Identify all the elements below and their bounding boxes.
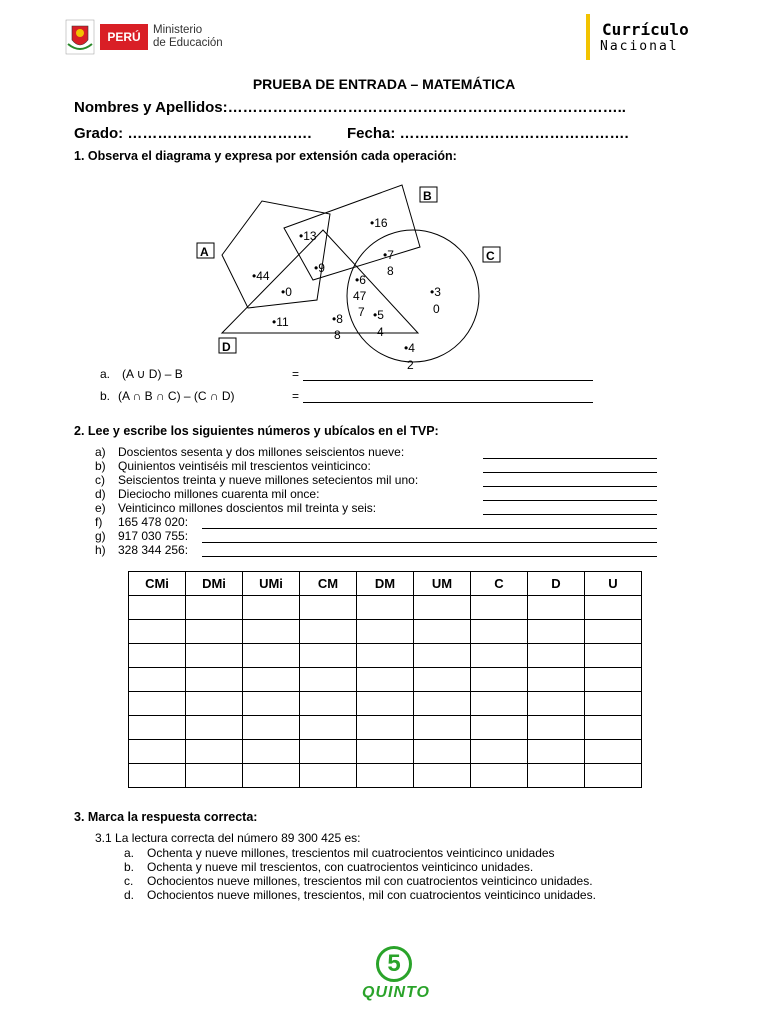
tvp-cell[interactable] [186, 668, 243, 692]
venn-diagram [0, 0, 768, 400]
q2-item-letter: a) [95, 445, 106, 459]
q3-option-a[interactable]: Ochenta y nueve millones, trescientos mil cuatrocientos veinticinco unidades [147, 846, 555, 860]
q2-item-text: Doscientos sesenta y dos millones seiscientos nueve: [118, 445, 405, 459]
q2-item-letter: e) [95, 501, 106, 515]
tvp-cell[interactable] [129, 596, 186, 620]
tvp-cell[interactable] [300, 620, 357, 644]
tvp-cell[interactable] [528, 740, 585, 764]
tvp-row [129, 692, 642, 716]
tvp-header-cell: UMi [243, 572, 300, 596]
tvp-cell[interactable] [243, 764, 300, 788]
tvp-cell[interactable] [129, 692, 186, 716]
q3-option-d[interactable]: Ochocientos nueve millones, trescientos, mil con cuatrocientos veinticinco unidades. [147, 888, 596, 902]
tvp-header-cell: DM [357, 572, 414, 596]
ministry-line-1: Ministerio [153, 24, 203, 36]
tvp-cell[interactable] [300, 740, 357, 764]
tvp-table [128, 571, 642, 788]
element-477-b: 7 [358, 305, 365, 319]
grade-field[interactable]: Grado: ………………………………. [74, 125, 312, 142]
tvp-cell[interactable] [414, 644, 471, 668]
q2-answer-line[interactable] [202, 542, 657, 543]
element-477-a: 47 [353, 289, 367, 303]
curriculo-title: Currículo [602, 20, 689, 39]
tvp-cell[interactable] [585, 644, 642, 668]
tvp-cell[interactable] [528, 764, 585, 788]
q1-op-b-eq: = [292, 389, 300, 403]
q2-item-letter: c) [95, 473, 105, 487]
tvp-cell[interactable] [357, 716, 414, 740]
tvp-cell[interactable] [129, 644, 186, 668]
element-11: •11 [272, 315, 289, 329]
tvp-cell[interactable] [357, 740, 414, 764]
tvp-cell[interactable] [357, 668, 414, 692]
q3-option-letter: c. [124, 874, 134, 888]
q1-op-a-answer-line[interactable] [303, 380, 593, 381]
tvp-cell[interactable] [300, 692, 357, 716]
q1-prompt: 1. Observa el diagrama y expresa por extensión cada operación: [74, 149, 457, 163]
tvp-cell[interactable] [471, 668, 528, 692]
peru-label: PERÚ [100, 24, 148, 50]
tvp-cell[interactable] [186, 692, 243, 716]
q2-item-text: 917 030 755: [118, 529, 189, 543]
tvp-cell[interactable] [243, 716, 300, 740]
tvp-cell[interactable] [414, 692, 471, 716]
q3-option-letter: d. [124, 888, 135, 902]
tvp-cell[interactable] [243, 620, 300, 644]
tvp-row [129, 668, 642, 692]
document-title: PRUEBA DE ENTRADA – MATEMÁTICA [252, 76, 516, 92]
tvp-cell[interactable] [243, 644, 300, 668]
tvp-cell[interactable] [414, 668, 471, 692]
tvp-cell[interactable] [357, 692, 414, 716]
q1-op-b-answer-line[interactable] [303, 402, 593, 403]
tvp-table-wrapper [128, 571, 642, 788]
tvp-cell[interactable] [585, 764, 642, 788]
q2-item-text: 328 344 256: [118, 543, 189, 557]
q1-op-b-letter: b. [100, 389, 111, 403]
q2-item-text: Dieciocho millones cuarenta mil once: [118, 487, 320, 501]
tvp-cell[interactable] [129, 716, 186, 740]
tvp-row [129, 620, 642, 644]
tvp-cell[interactable] [528, 692, 585, 716]
tvp-cell[interactable] [528, 596, 585, 620]
q3-option-b[interactable]: Ochenta y nueve mil trescientos, con cuatrocientos veinticinco unidades. [147, 860, 534, 874]
tvp-cell[interactable] [186, 596, 243, 620]
tvp-cell[interactable] [414, 740, 471, 764]
q2-item-letter: f) [95, 515, 103, 529]
element-9: •9 [314, 261, 325, 275]
set-label-d: D [222, 340, 231, 354]
tvp-cell[interactable] [585, 596, 642, 620]
tvp-cell[interactable] [300, 596, 357, 620]
set-label-b: B [423, 189, 432, 203]
tvp-row [129, 764, 642, 788]
element-42-a: •4 [404, 341, 415, 355]
element-6: •6 [355, 273, 366, 287]
q2-answer-line[interactable] [202, 556, 657, 557]
q2-answer-line[interactable] [483, 472, 657, 473]
tvp-cell[interactable] [585, 668, 642, 692]
q2-answer-line[interactable] [483, 486, 657, 487]
tvp-cell[interactable] [471, 764, 528, 788]
q3-option-c[interactable]: Ochocientos nueve millones, trescientos mil con cuatrocientos veinticinco unidades. [147, 874, 593, 888]
q1-op-a-expr: (A ∪ D) – B [122, 367, 183, 381]
grade-label: QUINTO [362, 984, 430, 1001]
element-78-b: 8 [387, 264, 394, 278]
tvp-cell[interactable] [357, 644, 414, 668]
tvp-cell[interactable] [186, 644, 243, 668]
tvp-cell[interactable] [585, 692, 642, 716]
q1-op-a-letter: a. [100, 367, 111, 381]
tvp-cell[interactable] [129, 740, 186, 764]
tvp-cell[interactable] [471, 620, 528, 644]
q2-prompt: 2. Lee y escribe los siguientes números y ubícalos en el TVP: [74, 424, 439, 438]
q1-op-a-eq: = [292, 367, 300, 381]
tvp-cell[interactable] [471, 740, 528, 764]
tvp-cell[interactable] [243, 692, 300, 716]
tvp-header-cell: DMi [186, 572, 243, 596]
tvp-cell[interactable] [300, 668, 357, 692]
tvp-header-cell: CM [300, 572, 357, 596]
q2-item-text: Veinticinco millones doscientos mil treinta y seis: [118, 501, 377, 515]
tvp-cell[interactable] [357, 620, 414, 644]
element-13: •13 [299, 229, 317, 243]
q2-item-text: Seiscientos treinta y nueve millones setecientos mil uno: [118, 473, 419, 487]
tvp-cell[interactable] [357, 764, 414, 788]
q2-item-text: Quinientos veintiséis mil trescientos veinticinco: [118, 459, 371, 473]
tvp-cell[interactable] [243, 668, 300, 692]
tvp-header-cell: D [528, 572, 585, 596]
tvp-cell[interactable] [129, 764, 186, 788]
q3-prompt: 3. Marca la respuesta correcta: [74, 810, 258, 824]
tvp-header-cell: C [471, 572, 528, 596]
element-78-a: •7 [383, 248, 394, 262]
tvp-cell[interactable] [300, 764, 357, 788]
names-field[interactable]: Nombres y Apellidos:…………………………………………………………………….. [74, 99, 626, 116]
tvp-cell[interactable] [414, 764, 471, 788]
tvp-cell[interactable] [243, 740, 300, 764]
element-54-a: •5 [373, 308, 384, 322]
tvp-cell[interactable] [300, 716, 357, 740]
grade-number-badge: 5 [376, 946, 412, 982]
q1-op-b-expr: (A ∩ B ∩ C) – (C ∩ D) [118, 389, 235, 403]
tvp-header-cell: U [585, 572, 642, 596]
set-label-c: C [486, 249, 495, 263]
tvp-cell[interactable] [528, 644, 585, 668]
element-30-a: •3 [430, 285, 441, 299]
q2-answer-line[interactable] [483, 500, 657, 501]
ministry-line-2: de Educación [153, 37, 223, 49]
element-16: •16 [370, 216, 388, 230]
element-30-b: 0 [433, 302, 440, 316]
element-88-a: •8 [332, 312, 343, 326]
tvp-cell[interactable] [528, 716, 585, 740]
q3-option-letter: a. [124, 846, 135, 860]
tvp-header-cell: UM [414, 572, 471, 596]
tvp-cell[interactable] [528, 668, 585, 692]
tvp-cell[interactable] [585, 716, 642, 740]
tvp-cell[interactable] [414, 620, 471, 644]
tvp-cell[interactable] [528, 620, 585, 644]
tvp-cell[interactable] [585, 620, 642, 644]
tvp-cell[interactable] [414, 596, 471, 620]
tvp-cell[interactable] [129, 620, 186, 644]
q2-item-letter: g) [95, 529, 106, 543]
q2-item-letter: d) [95, 487, 106, 501]
tvp-cell[interactable] [471, 644, 528, 668]
tvp-cell[interactable] [300, 644, 357, 668]
tvp-row [129, 596, 642, 620]
q2-answer-line[interactable] [483, 514, 657, 515]
q2-answer-line[interactable] [483, 458, 657, 459]
tvp-cell[interactable] [471, 692, 528, 716]
tvp-cell[interactable] [186, 764, 243, 788]
q2-item-letter: h) [95, 543, 106, 557]
tvp-cell[interactable] [471, 596, 528, 620]
element-88-b: 8 [334, 328, 341, 342]
tvp-cell[interactable] [414, 716, 471, 740]
q3-sub-question: 3.1 La lectura correcta del número 89 300 425 es: [95, 831, 361, 845]
q2-item-text: 165 478 020: [118, 515, 189, 529]
element-0: •0 [281, 285, 292, 299]
tvp-cell[interactable] [357, 596, 414, 620]
q3-option-letter: b. [124, 860, 135, 874]
element-54-b: 4 [377, 325, 384, 339]
tvp-row [129, 644, 642, 668]
q2-answer-line[interactable] [202, 528, 657, 529]
tvp-row [129, 716, 642, 740]
curriculo-subtitle: Nacional [600, 39, 679, 54]
tvp-cell[interactable] [129, 668, 186, 692]
tvp-cell[interactable] [186, 716, 243, 740]
tvp-cell[interactable] [186, 740, 243, 764]
tvp-row [129, 740, 642, 764]
date-field[interactable]: Fecha: ………………………………………. [347, 125, 629, 142]
element-42-b: 2 [407, 358, 414, 372]
tvp-cell[interactable] [243, 596, 300, 620]
set-label-a: A [200, 245, 209, 259]
q2-item-letter: b) [95, 459, 106, 473]
tvp-header-cell: CMi [129, 572, 186, 596]
tvp-cell[interactable] [585, 740, 642, 764]
tvp-cell[interactable] [471, 716, 528, 740]
element-44: •44 [252, 269, 270, 283]
tvp-cell[interactable] [186, 620, 243, 644]
